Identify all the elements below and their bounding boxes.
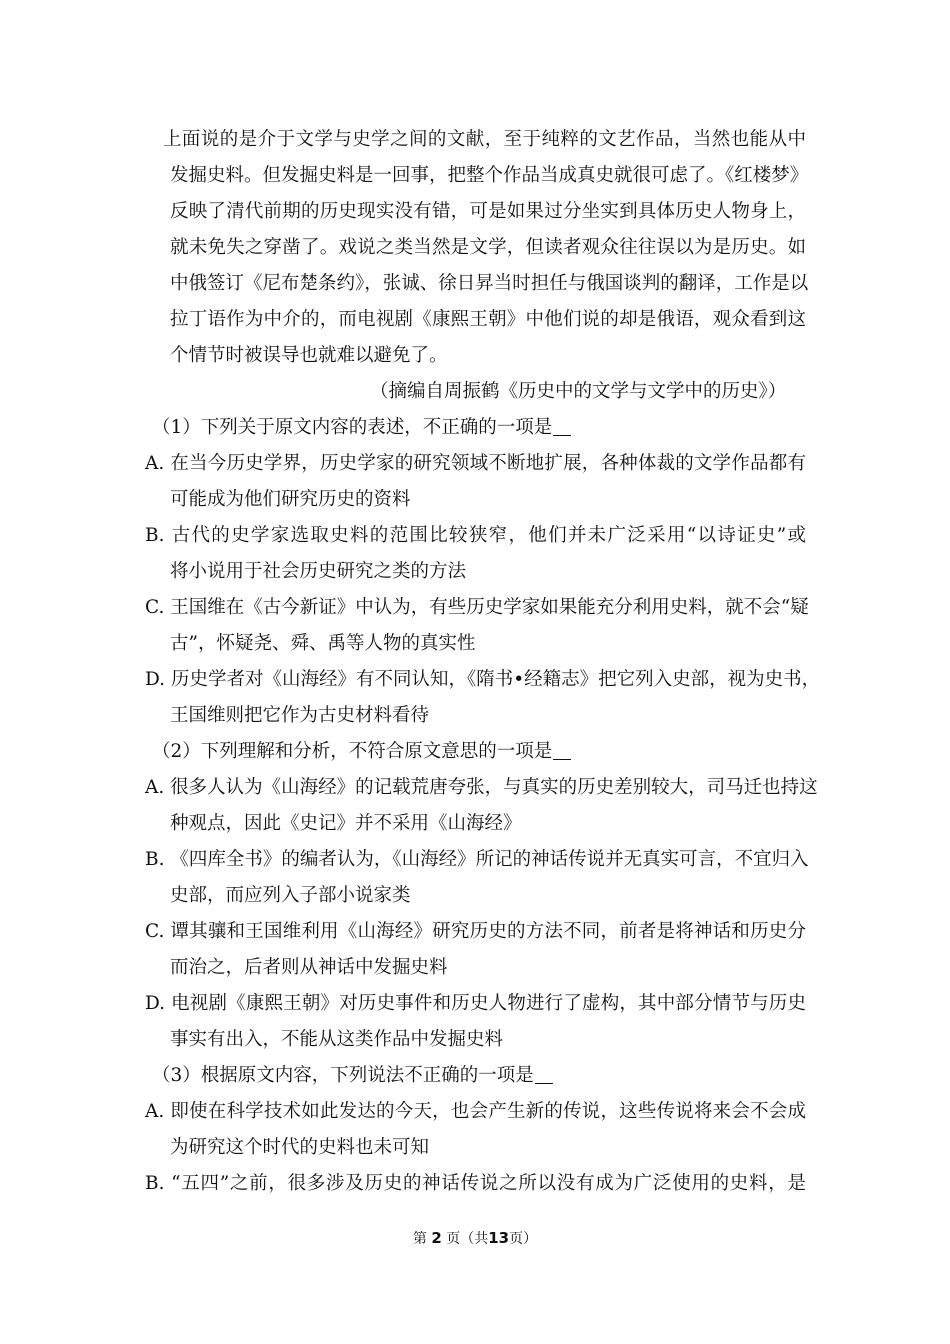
passage-line: 拉丁语作为中介的，而电视剧《康熙王朝》中他们说的却是俄语，观众看到这 bbox=[170, 309, 806, 330]
option-continuation: 王国维则把它作为古史材料看待 bbox=[170, 705, 430, 726]
option-continuation: 古”，怀疑尧、舜、禹等人物的真实性 bbox=[170, 633, 476, 654]
option-c[interactable]: C. 王国维在《古今新证》中认为，有些历史学家如果能充分利用史料，就不会“疑 bbox=[145, 597, 809, 618]
option-a[interactable]: A. 很多人认为《山海经》的记载荒唐夸张，与真实的历史差别较大，司马迁也持这 bbox=[145, 777, 818, 798]
passage-line: 发掘史料。但发掘史料是一回事，把整个作品当成真史就很可虑了。《红楼梦》 bbox=[170, 165, 809, 186]
question-stem: （3）根据原文内容，下列说法不正确的一项是 bbox=[152, 1064, 553, 1088]
option-continuation: 事实有出入，不能从这类作品中发掘史料 bbox=[170, 1029, 504, 1050]
answer-blank bbox=[553, 417, 571, 436]
footer-prefix: 第 bbox=[412, 1231, 427, 1247]
page-number: 2 bbox=[431, 1229, 442, 1247]
option-continuation: 可能成为他们研究历史的资料 bbox=[170, 489, 411, 510]
option-d[interactable]: D. 电视剧《康熙王朝》对历史事件和历史人物进行了虚构，其中部分情节与历史 bbox=[145, 993, 806, 1014]
footer-suffix: 页） bbox=[509, 1231, 538, 1247]
question-stem: （1）下列关于原文内容的表述，不正确的一项是 bbox=[152, 416, 571, 440]
option-c[interactable]: C. 谭其骧和王国维利用《山海经》研究历史的方法不同，前者是将神话和历史分 bbox=[145, 921, 806, 942]
passage-line: 中俄签订《尼布楚条约》，张诚、徐日昇当时担任与俄国谈判的翻译，工作是以 bbox=[170, 273, 809, 294]
option-a[interactable]: A. 在当今历史学界，历史学家的研究领域不断地扩展，各种体裁的文学作品都有 bbox=[145, 453, 806, 474]
option-b[interactable]: B. 《四库全书》的编者认为，《山海经》所记的神话传说并无真实可言，不宜归入 bbox=[145, 849, 809, 870]
passage-line: 个情节时被误导也就难以避免了。 bbox=[170, 345, 448, 366]
option-a[interactable]: A. 即使在科学技术如此发达的今天，也会产生新的传说，这些传说将来会不会成 bbox=[145, 1101, 806, 1122]
passage-line: 就未免失之穿凿了。戏说之类当然是文学，但读者观众往往误以为是历史。如 bbox=[170, 237, 806, 258]
option-continuation: 为研究这个时代的史料也未可知 bbox=[170, 1137, 430, 1158]
page-total: 13 bbox=[488, 1229, 510, 1247]
answer-blank bbox=[553, 741, 571, 760]
option-b[interactable]: B. “五四”之前，很多涉及历史的神话传说之所以没有成为广泛使用的史料，是 bbox=[145, 1173, 806, 1194]
page-footer bbox=[0, 1228, 950, 1248]
passage-source: （摘编自周振鹤《历史中的文学与文学中的历史》） bbox=[370, 381, 787, 402]
option-continuation: 种观点，因此《史记》并不采用《山海经》 bbox=[170, 813, 522, 834]
passage-line: 反映了清代前期的历史现实没有错，可是如果过分坐实到具体历史人物身上， bbox=[170, 201, 806, 222]
answer-blank bbox=[535, 1065, 553, 1084]
passage-line: 上面说的是介于文学与史学之间的文献，至于纯粹的文艺作品，当然也能从中 bbox=[163, 129, 806, 150]
option-continuation: 将小说用于社会历史研究之类的方法 bbox=[170, 561, 467, 582]
option-continuation: 史部，而应列入子部小说家类 bbox=[170, 885, 411, 906]
option-b[interactable]: B. 古代的史学家选取史料的范围比较狭窄，他们并未广泛采用“以诗证史”或 bbox=[145, 525, 806, 546]
option-continuation: 而治之，后者则从神话中发掘史料 bbox=[170, 957, 448, 978]
footer-middle: 页（共 bbox=[446, 1231, 489, 1247]
question-stem: （2）下列理解和分析，不符合原文意思的一项是 bbox=[152, 740, 571, 764]
option-d[interactable]: D. 历史学者对《山海经》有不同认知，《隋书•经籍志》把它列入史部，视为史书， bbox=[145, 669, 821, 690]
